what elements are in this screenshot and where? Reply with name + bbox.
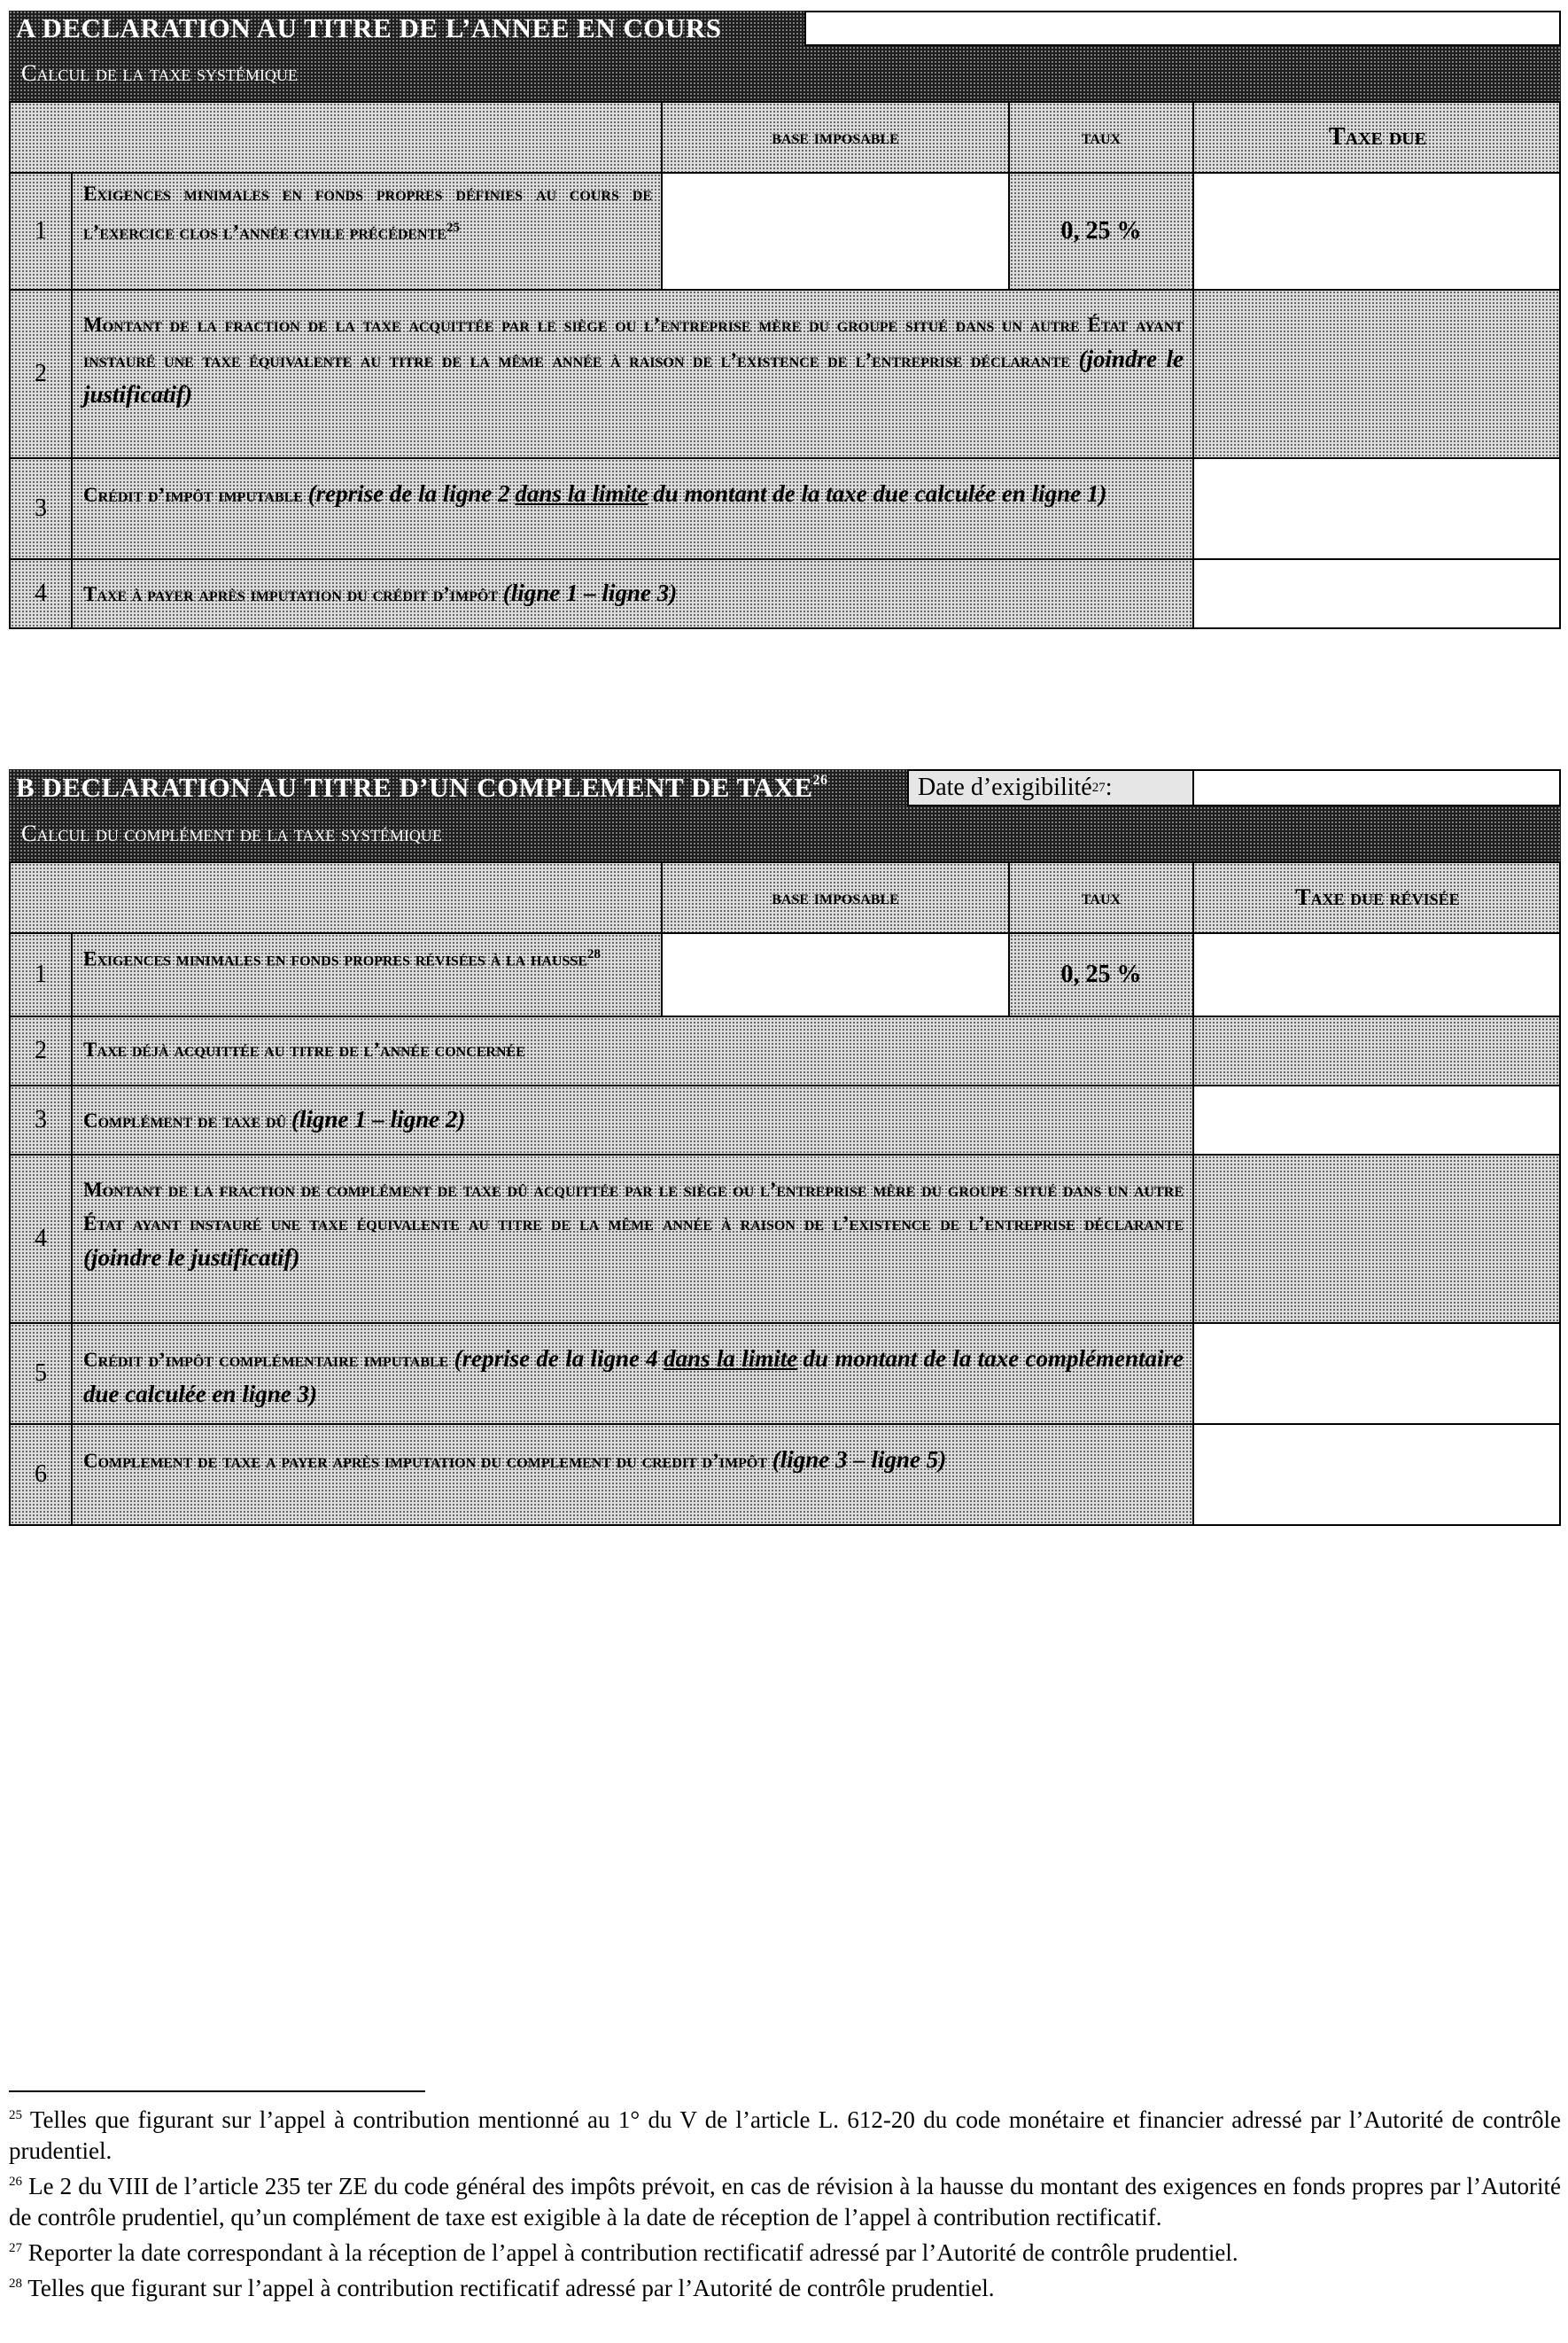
footnote-ref: 28 [587, 947, 602, 961]
section-b-subtitle: Calcul du complément de la taxe systémique [21, 821, 442, 846]
col-taxe-due: Taxe due [1328, 123, 1427, 151]
rate-value: 0, 25 % [1008, 172, 1194, 291]
row-label: Taxe à payer après imputation du crédit d’impôt (ligne 1 – ligne 3) [71, 558, 1194, 629]
complement-a-payer-field[interactable] [1192, 1423, 1561, 1526]
footnote-ref: 26 [812, 773, 828, 788]
col-taux: taux [1081, 126, 1122, 148]
col-base-imposable: base imposable [772, 126, 899, 148]
footnote: $^{28}$ Telles que figurant sur l’appel à contribution rectificatif adressé par l’Autorité de contrôle prudentiel. [9, 2275, 995, 2301]
rate-value: 0, 25 % [1008, 932, 1194, 1017]
footnote-ref: 25 [446, 221, 460, 235]
row-number: 2 [9, 289, 73, 459]
row-label: Complément de taxe dû (ligne 1 – ligne 2) [71, 1085, 1194, 1156]
footnote: $^{26}$ Le 2 du VIII de l’article 235 ter ZE du code général des impôts prévoit, en cas de révision à la hausse du montant des exigences en fonds propres par l’Autorité de contrôle prudentiel, qu’un complément de taxe est exigible à la date de réception de l’appel à contribution rectificatif. [9, 2173, 1561, 2230]
row-number: 3 [9, 457, 73, 560]
shaded-cell [1192, 289, 1561, 459]
row-number: 4 [9, 1154, 73, 1324]
row-label: Complement de taxe a payer après imputation du complement du credit d’impôt (ligne 3 – ligne 5) [71, 1423, 1194, 1526]
base-imposable-field[interactable] [661, 932, 1010, 1017]
row-label: Crédit d’impôt complémentaire imputable (reprise de la ligne 4 dans la limite du montant de la taxe complémentaire due calculée en ligne 3) [71, 1322, 1194, 1425]
row-number: 4 [9, 558, 73, 629]
taxe-a-payer-field[interactable] [1192, 558, 1561, 629]
row-label-italic: (joindre le justificatif) [83, 346, 1184, 408]
section-a-header-field[interactable] [804, 11, 1561, 46]
row-label: Exigences minimales en fonds propres définies au cours de l’exercice clos l’année civile précédente$^{25}$ [71, 172, 663, 291]
footnote: $^{27}$ Reporter la date correspondant à la réception de l’appel à contribution rectificatif adressé par l’Autorité de contrôle prudentiel. [9, 2239, 1238, 2266]
row-number: 5 [9, 1322, 73, 1425]
taxe-due-field[interactable] [1192, 172, 1561, 291]
row-number: 2 [9, 1016, 73, 1086]
row-number: 1 [9, 172, 73, 291]
row-number: 3 [9, 1085, 73, 1156]
base-imposable-field[interactable] [661, 172, 1010, 291]
col-taux: taux [1081, 886, 1122, 908]
section-b-header [9, 769, 909, 806]
section-a-title: A DECLARATION AU TITRE DE L’ANNEE EN COURS [16, 12, 722, 43]
row-label: Montant de la fraction de complément de taxe dû acquittée par le siège ou l’entreprise mère du groupe situé dans un autre État ayant instauré une taxe équivalente au titre de la même année à raison de l’existence de l’entreprise déclarante (joindre le justificatif) [71, 1154, 1194, 1324]
section-b-subheader [9, 806, 1561, 861]
credit-impot-field[interactable] [1192, 457, 1561, 560]
section-a-header [9, 11, 806, 46]
shaded-cell [1192, 1154, 1561, 1324]
credit-impot-complementaire-field[interactable] [1192, 1322, 1561, 1425]
section-a-subtitle: Calcul de la taxe systémique [21, 60, 298, 86]
col-taxe-due-revisee: Taxe due révisée [1295, 884, 1460, 910]
row-label: Montant de la fraction de la taxe acquittée par le siège ou l’entreprise mère du groupe situé dans un autre État ayant instauré une taxe équivalente au titre de la même année à raison de l’existence de l’entreprise déclarante (joindre le justificatif) [71, 289, 1194, 459]
taxe-due-revisee-field[interactable] [1192, 932, 1561, 1017]
footnotes [9, 2100, 1561, 2304]
section-a-subheader [9, 46, 1561, 101]
row-label: Taxe déjà acquittée au titre de l’année concernée [71, 1016, 1194, 1086]
section-b-title: B DECLARATION AU TITRE D’UN COMPLEMENT DE TAXE [16, 772, 813, 803]
shaded-cell [1192, 1016, 1561, 1086]
col-base-imposable: base imposable [772, 886, 899, 908]
row-number: 6 [9, 1423, 73, 1526]
row-label: Crédit d’impôt imputable (reprise de la ligne 2 dans la limite du montant de la taxe due calculée en ligne 1) [71, 457, 1194, 560]
date-exigibilite-label: Date d’exigibilité 27 : [907, 769, 1194, 806]
complement-taxe-field[interactable] [1192, 1085, 1561, 1156]
footnote-separator [9, 2090, 425, 2092]
row-number: 1 [9, 932, 73, 1017]
row-label: Exigences minimales en fonds propres révisées à la hausse$^{28}$ [71, 932, 663, 1017]
date-exigibilite-field[interactable] [1192, 769, 1561, 806]
footnote: $^{25}$ Telles que figurant sur l’appel à contribution mentionné au 1° du V de l’article L. 612-20 du code monétaire et financier adressé par l’Autorité de contrôle prudentiel. [9, 2106, 1561, 2164]
